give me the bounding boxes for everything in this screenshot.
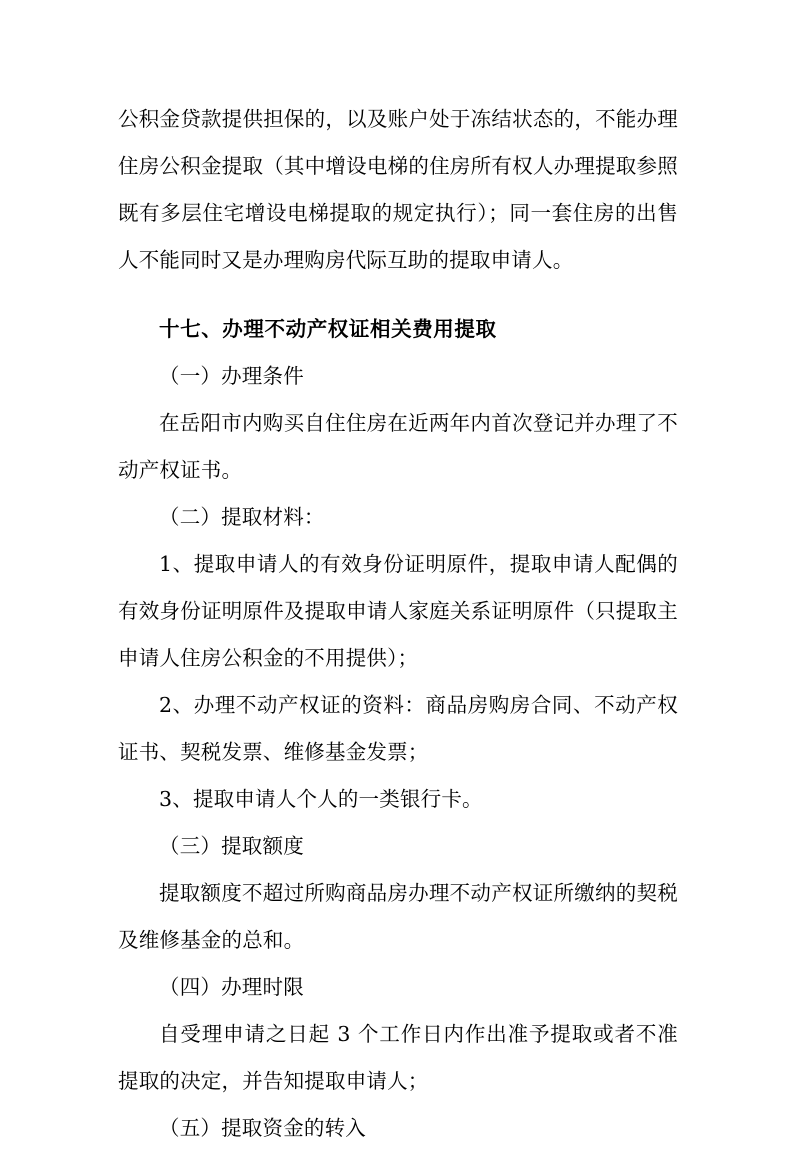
subsection-4-title: （四）办理时限 — [159, 975, 304, 999]
subsection-2-item-2: 2、办理不动产权证的资料：商品房购房合同、不动产权证书、契税发票、维修基金发票； — [118, 693, 678, 764]
subsection-3-body: 提取额度不超过所购商品房办理不动产权证所缴纳的契税及维修基金的总和。 — [118, 881, 678, 952]
paragraph-intro: 公积金贷款提供担保的，以及账户处于冻结状态的，不能办理住房公积金提取（其中增设电梯的住房所有权人办理提取参照既有多层住宅增设电梯提取的规定执行）；同一套住房的出售人不能同时又是办理购房代际互助的提取申请人。 — [118, 107, 678, 272]
subsection-2-title: （二）提取材料： — [159, 505, 325, 529]
section-heading-17: 十七、办理不动产权证相关费用提取 — [159, 317, 497, 341]
subsection-4-body: 自受理申请之日起 3 个工作日内作出准予提取或者不准提取的决定，并告知提取申请人； — [118, 1022, 678, 1093]
subsection-2-item-3: 3、提取申请人个人的一类银行卡。 — [159, 787, 483, 811]
subsection-3-title: （三）提取额度 — [159, 834, 304, 858]
document-body — [118, 96, 678, 1152]
vertical-spacer — [118, 284, 678, 306]
subsection-1-body: 在岳阳市内购买自住住房在近两年内首次登记并办理了不动产权证书。 — [118, 411, 678, 482]
subsection-1-title: （一）办理条件 — [159, 364, 304, 388]
subsection-5-title: （五）提取资金的转入 — [159, 1116, 366, 1140]
subsection-2-item-1: 1、提取申请人的有效身份证明原件，提取申请人配偶的有效身份证明原件及提取申请人家庭关系证明原件（只提取主申请人住房公积金的不用提供）； — [118, 552, 678, 670]
